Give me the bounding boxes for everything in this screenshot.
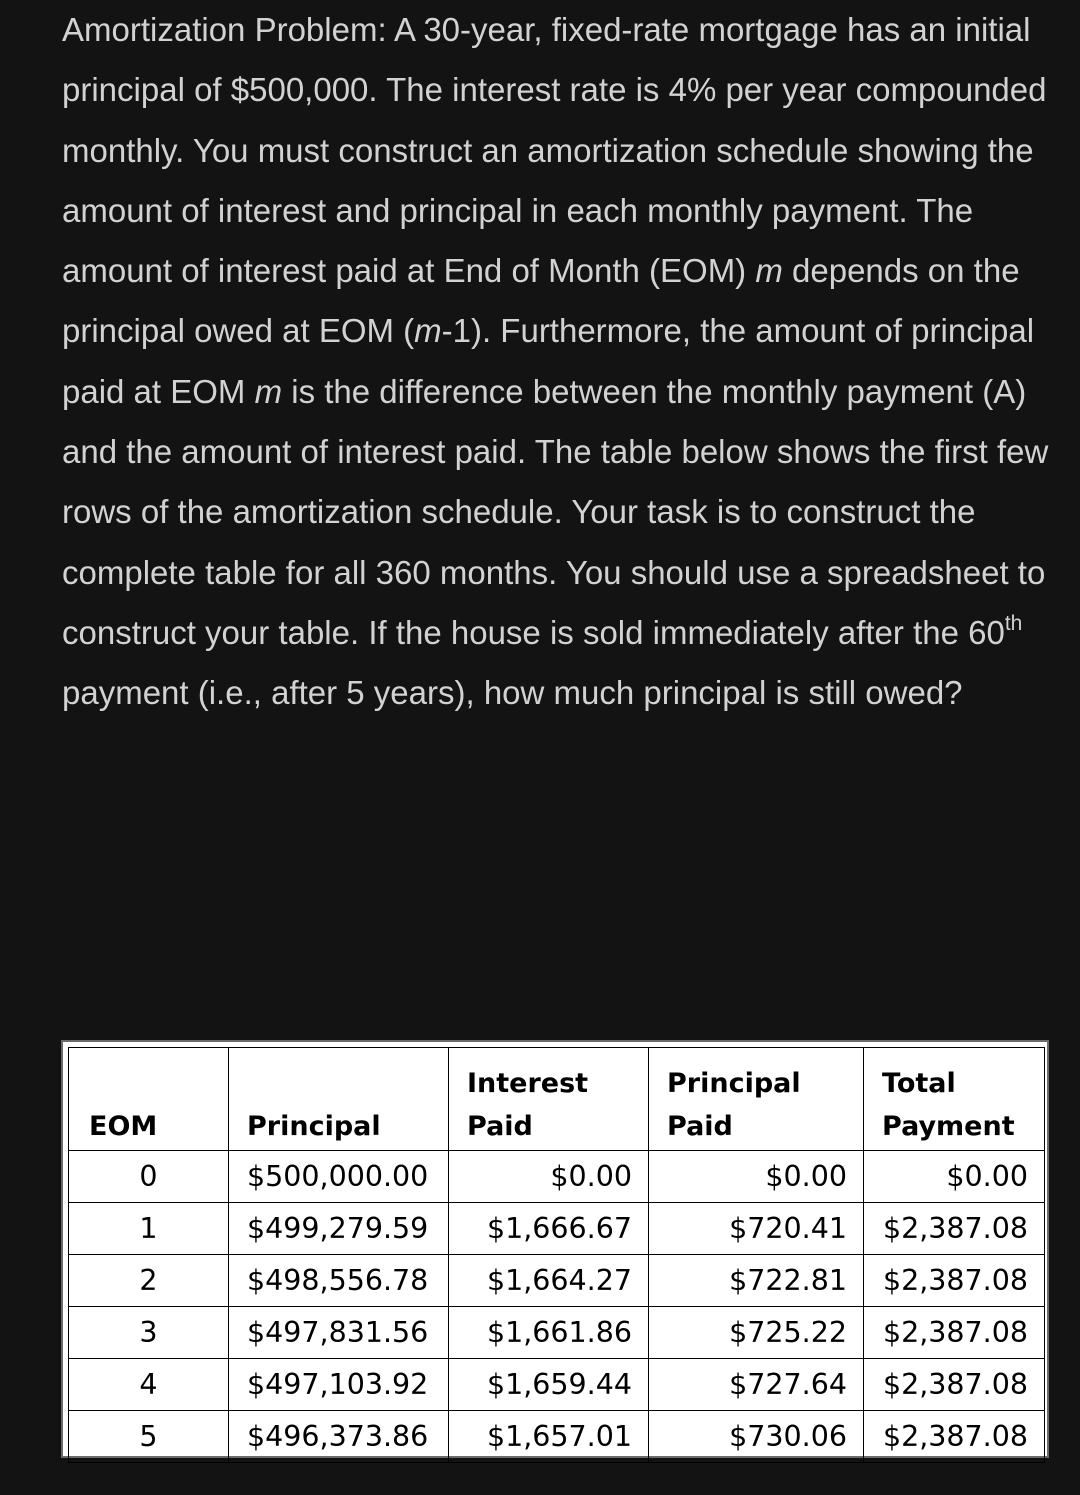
table-row: [69, 1151, 1045, 1203]
cell-eom: 5: [69, 1411, 229, 1463]
header-eom: EOM: [69, 1048, 229, 1151]
problem-text: is the difference between the monthly payment (A) and the amount of interest paid. The table below shows the first few rows of the amortization schedule. Your task is to construct the complete table for all 360 months. You should use a spreadsheet to construct your table. If the house is sold immediately after the 60: [62, 372, 1049, 651]
amortization-table: [68, 1047, 1045, 1463]
cell-principal-paid: $0.00: [649, 1151, 864, 1203]
cell-total-payment: $2,387.08: [864, 1411, 1045, 1463]
table-header-row: [69, 1048, 1045, 1151]
cell-total-payment: $2,387.08: [864, 1255, 1045, 1307]
cell-interest-paid: $1,661.86: [449, 1307, 649, 1359]
problem-text: depends on the principal owed at EOM (: [62, 252, 1020, 350]
cell-eom: 2: [69, 1255, 229, 1307]
table-row: [69, 1359, 1045, 1411]
cell-principal-paid: $720.41: [649, 1203, 864, 1255]
cell-principal: $496,373.86: [229, 1411, 449, 1463]
ordinal-superscript: th: [1004, 611, 1023, 635]
problem-statement: [62, 0, 1062, 724]
cell-eom: 0: [69, 1151, 229, 1203]
cell-total-payment: $2,387.08: [864, 1203, 1045, 1255]
cell-interest-paid: $1,664.27: [449, 1255, 649, 1307]
cell-eom: 1: [69, 1203, 229, 1255]
cell-principal-paid: $727.64: [649, 1359, 864, 1411]
header-total-payment: Total Payment: [864, 1048, 1045, 1151]
cell-principal: $500,000.00: [229, 1151, 449, 1203]
header-principal: Principal: [229, 1048, 449, 1151]
cell-principal-paid: $730.06: [649, 1411, 864, 1463]
header-interest-paid: Interest Paid: [449, 1048, 649, 1151]
problem-text: -1). Furthermore, the amount of principal paid at EOM: [62, 312, 1035, 410]
table-row: [69, 1411, 1045, 1463]
variable-m: m: [755, 252, 783, 290]
cell-total-payment: $2,387.08: [864, 1307, 1045, 1359]
table-row: [69, 1203, 1045, 1255]
cell-total-payment: $0.00: [864, 1151, 1045, 1203]
variable-m: m: [414, 312, 442, 350]
header-principal-paid: Principal Paid: [649, 1048, 864, 1151]
cell-eom: 4: [69, 1359, 229, 1411]
cell-principal-paid: $725.22: [649, 1307, 864, 1359]
variable-m: m: [254, 372, 283, 410]
cell-interest-paid: $1,666.67: [449, 1203, 649, 1255]
problem-lead: Amortization Problem: A 30-year, fixed-rate mortgage has an initial principal of $500,000. The interest rate is 4% per year compounded monthly. You must construct an amortization schedule showing the amount of interest and principal in each monthly payment. The amount of interest paid at End of Month (EOM): [62, 11, 1047, 290]
table-row: [69, 1307, 1045, 1359]
problem-question: payment (i.e., after 5 years), how much principal is still owed?: [62, 674, 963, 712]
cell-principal: $499,279.59: [229, 1203, 449, 1255]
cell-interest-paid: $1,657.01: [449, 1411, 649, 1463]
cell-interest-paid: $0.00: [449, 1151, 649, 1203]
cell-total-payment: $2,387.08: [864, 1359, 1045, 1411]
cell-principal: $497,831.56: [229, 1307, 449, 1359]
cell-principal: $497,103.92: [229, 1359, 449, 1411]
cell-interest-paid: $1,659.44: [449, 1359, 649, 1411]
table-row: [69, 1255, 1045, 1307]
cell-principal: $498,556.78: [229, 1255, 449, 1307]
cell-principal-paid: $722.81: [649, 1255, 864, 1307]
amortization-table-frame: [61, 1040, 1049, 1458]
cell-eom: 3: [69, 1307, 229, 1359]
